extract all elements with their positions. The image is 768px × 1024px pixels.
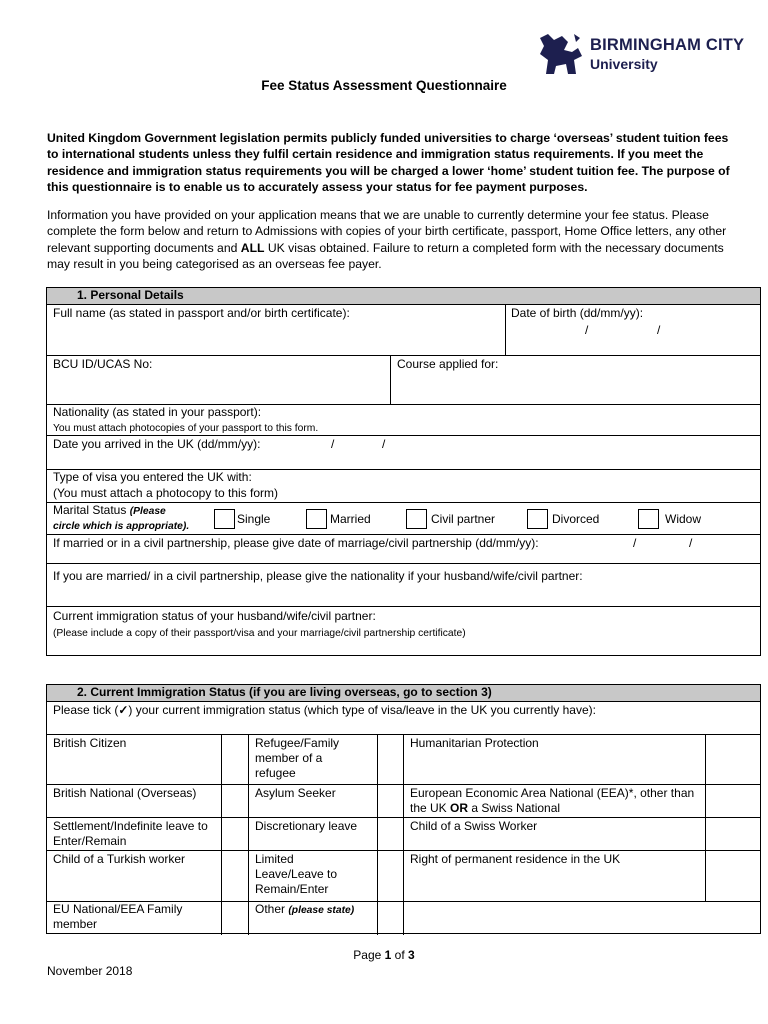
- status-other: [255, 902, 354, 918]
- dob-slash-1: /: [585, 323, 589, 337]
- marital-status-label: [53, 503, 166, 519]
- tick-mark: ✓: [118, 703, 129, 717]
- immigration-status-table: [46, 684, 761, 934]
- instruction-text-1: Please tick (: [53, 703, 119, 717]
- partner-status-note: (Please include a copy of their passport/visa and your marriage/civil partnership certificate): [53, 628, 466, 639]
- tick-cell-humanitarian[interactable]: [706, 735, 761, 784]
- status-other-label: Other: [255, 902, 286, 916]
- page-title: Fee Status Assessment Questionnaire: [261, 78, 507, 93]
- tick-cell-refugee[interactable]: [378, 735, 403, 784]
- section1-header: 1. Personal Details: [47, 288, 760, 305]
- course-label: Course applied for:: [397, 357, 499, 371]
- info-text-bold: ALL: [240, 240, 265, 255]
- marital-civil-partner-checkbox[interactable]: [406, 509, 427, 529]
- nationality-label: Nationality (as stated in your passport):: [53, 405, 262, 419]
- page-of: of: [391, 948, 409, 962]
- marital-single-checkbox[interactable]: [214, 509, 235, 529]
- full-name-label: Full name (as stated in passport and/or birth certificate):: [53, 306, 350, 320]
- info-text-1: Information you have provided on your application means that we are unable to currently determine your fee status. Please complete the form below and return to Admissions with copies of your birth certificate, passport, Home Office letters, any other relevant supporting documents and: [47, 208, 727, 255]
- status-british-national-overseas: British National (Overseas): [53, 786, 197, 800]
- marital-widow-checkbox[interactable]: [638, 509, 659, 529]
- marriage-slash-2: /: [689, 536, 693, 550]
- status-settlement: Settlement/Indefinite leave to Enter/Remain: [53, 819, 208, 848]
- nationality-note: You must attach photocopies of your passport to this form.: [53, 423, 319, 434]
- page-total: 3: [408, 948, 415, 962]
- status-eu-national-family: EU National/EEA Family member: [53, 902, 183, 931]
- marital-divorced-checkbox[interactable]: [527, 509, 548, 529]
- section2-header: 2. Current Immigration Status (if you are living overseas, go to section 3): [47, 685, 760, 702]
- marriage-date-label: If married or in a civil partnership, please give date of marriage/civil partnership (dd/mm/yy):: [53, 536, 539, 550]
- marital-note-2: circle which is appropriate).: [53, 521, 190, 532]
- marital-single-label: Single: [237, 512, 271, 526]
- arrival-label: Date you arrived in the UK (dd/mm/yy):: [53, 437, 261, 451]
- status-asylum-seeker: Asylum Seeker: [255, 786, 336, 800]
- status-permanent-residence: Right of permanent residence in the UK: [410, 852, 621, 866]
- footer-date: November 2018: [47, 964, 133, 978]
- dob-slash-2: /: [657, 323, 661, 337]
- status-discretionary-leave: Discretionary leave: [255, 819, 358, 833]
- bcu-id-label: BCU ID/UCAS No:: [53, 357, 153, 371]
- marital-married-checkbox[interactable]: [306, 509, 327, 529]
- lion-crest-icon: [534, 30, 586, 78]
- tick-instruction: [53, 703, 596, 718]
- visa-note: (You must attach a photocopy to this form): [53, 486, 279, 500]
- status-other-note: (please state): [288, 905, 355, 916]
- info-paragraph: [47, 207, 737, 272]
- status-british-citizen: British Citizen: [53, 736, 127, 750]
- status-humanitarian-protection: Humanitarian Protection: [410, 736, 539, 750]
- page-current: 1: [384, 948, 392, 962]
- status-refugee: Refugee/Family member of a refugee: [255, 736, 340, 780]
- marital-note-1: (Please: [129, 506, 166, 517]
- logo-line2: University: [590, 56, 658, 72]
- intro-paragraph: United Kingdom Government legislation permits publicly funded universities to charge ‘overseas’ student tuition fees to international students unless they fulfil certain residence and immigration status requirements. If you meet the residence and immigration status requirements you will be charged a lower ‘home’ student tuition fee. The purpose of this questionnaire is to enable us to accurately assess your status for fee payment purposes.: [47, 131, 730, 194]
- eea-text-1: European Economic Area National (EEA)*, other than the UK: [410, 786, 695, 815]
- eea-text-or: OR: [450, 801, 469, 815]
- status-child-swiss-worker: Child of a Swiss Worker: [410, 819, 538, 833]
- status-limited-leave: Limited Leave/Leave to Remain/Enter: [255, 852, 338, 896]
- marriage-slash-1: /: [633, 536, 637, 550]
- eea-text-2: a Swiss National: [468, 801, 561, 815]
- arrival-slash-1: /: [331, 437, 335, 451]
- status-eea-national: [410, 786, 705, 816]
- marital-civil-partner-label: Civil partner: [431, 512, 496, 526]
- university-logo: [532, 28, 762, 80]
- logo-line1: BIRMINGHAM CITY: [590, 36, 745, 54]
- marital-label-text: Marital Status: [53, 503, 127, 517]
- instruction-text-2: ) your current immigration status (which type of visa/leave in the UK you currently have):: [128, 703, 596, 717]
- personal-details-table: [46, 287, 761, 656]
- status-child-turkish-worker: Child of a Turkish worker: [53, 852, 186, 866]
- partner-nationality-label: If you are married/ in a civil partnership, please give the nationality if your husband/wife/civil partner:: [53, 569, 583, 583]
- info-text-2: UK visas obtained. Failure to return a completed form with the necessary documents may result in you being categorised as an overseas fee payer.: [47, 240, 724, 271]
- visa-label: Type of visa you entered the UK with:: [53, 470, 252, 484]
- marital-widow-label: Widow: [665, 512, 702, 526]
- tick-cell-british-citizen[interactable]: [222, 735, 248, 784]
- partner-status-label: Current immigration status of your husband/wife/civil partner:: [53, 609, 376, 623]
- page-prefix: Page: [353, 948, 385, 962]
- dob-label: Date of birth (dd/mm/yy):: [511, 306, 644, 320]
- marital-married-label: Married: [330, 512, 371, 526]
- arrival-slash-2: /: [382, 437, 386, 451]
- page-number: [0, 948, 768, 962]
- marital-divorced-label: Divorced: [552, 512, 600, 526]
